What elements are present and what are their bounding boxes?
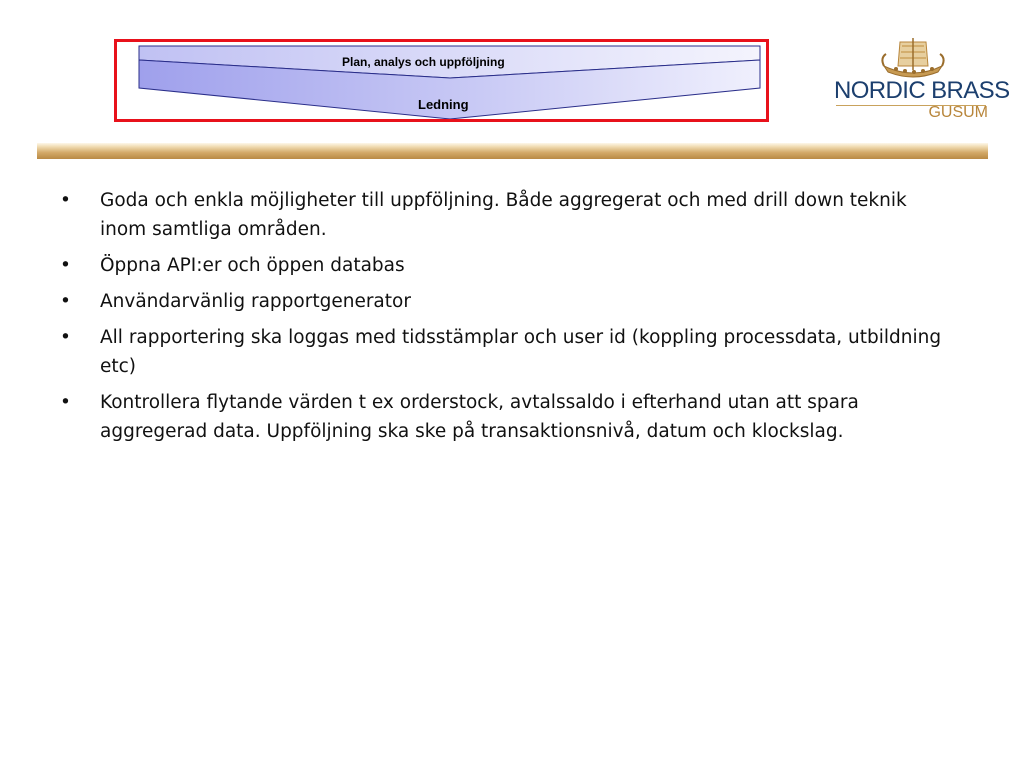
viking-ship-icon bbox=[878, 36, 948, 80]
bullet-dot: • bbox=[60, 327, 71, 348]
logo-primary-text: NORDIC BRASS bbox=[834, 77, 1010, 104]
bullet-item bbox=[58, 251, 958, 280]
bullet-text: Kontrollera flytande värden t ex orderstock, avtalssaldo i efterhand utan att spara aggregerad data. Uppföljning ska ske på transaktionsnivå, datum och klockslag. bbox=[100, 392, 859, 442]
bullet-text: Goda och enkla möjligheter till uppföljning. Både aggregerat och med drill down teknik inom samtliga områden. bbox=[100, 190, 907, 240]
bullet-item bbox=[58, 287, 958, 316]
bullet-item bbox=[58, 323, 958, 381]
header-divider-band bbox=[37, 143, 988, 159]
logo-secondary-text: GUSUM bbox=[928, 104, 988, 121]
bullet-dot: • bbox=[60, 291, 71, 312]
diagram-top-label: Plan, analys och uppföljning bbox=[342, 55, 505, 69]
bullet-text: Öppna API:er och öppen databas bbox=[100, 255, 405, 276]
bullet-list bbox=[58, 186, 958, 453]
bullet-dot: • bbox=[60, 255, 71, 276]
bullet-text: All rapportering ska loggas med tidsstämplar och user id (koppling processdata, utbildning etc) bbox=[100, 327, 942, 377]
bullet-dot: • bbox=[60, 392, 71, 413]
bullet-text: Användarvänlig rapportgenerator bbox=[100, 291, 411, 312]
bullet-item bbox=[58, 186, 958, 244]
bullet-dot: • bbox=[60, 190, 71, 211]
diagram-bottom-label: Ledning bbox=[418, 97, 469, 112]
bullet-item bbox=[58, 388, 958, 446]
company-logo bbox=[832, 36, 1010, 128]
